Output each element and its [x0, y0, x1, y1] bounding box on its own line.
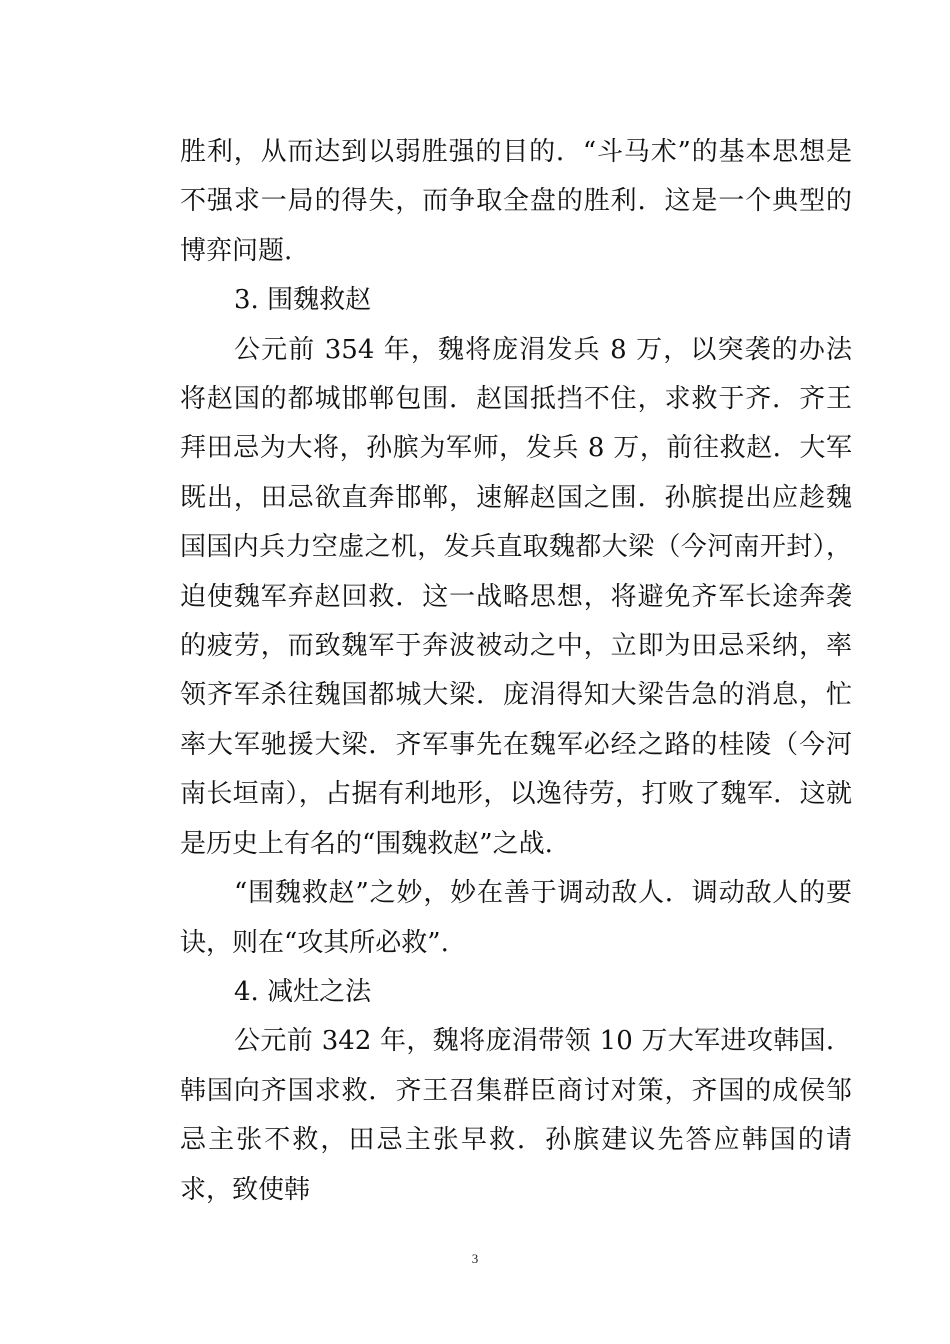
page-number: 3	[471, 1251, 479, 1266]
paragraph-continuation: 胜利，从而达到以弱胜强的目的．“斗马术”的基本思想是不强求一局的得失，而争取全盘的胜利．这是一个典型的博弈问题.	[180, 137, 852, 266]
paragraph-jianzao-story: 公元前 342 年，魏将庞涓带领 10 万大军进攻韩国．韩国向齐国求救．齐王召集群臣商讨对策，齐国的成侯邹忌主张不救，田忌主张早救．孙膑建议先答应韩国的请求，致使韩	[180, 1026, 852, 1205]
section-heading-3: 3. 围魏救赵	[234, 285, 372, 316]
paragraph-weijiuzhao-story: 公元前 354 年，魏将庞涓发兵 8 万，以突袭的办法将赵国的都城邯郸包围．赵国抵挡不住，求救于齐．齐王拜田忌为大将，孙膑为军师，发兵 8 万，前往救赵．大军既出，田忌欲直奔邯郸，速解赵国之围．孙膑提出应趁魏国国内兵力空虚之机，发兵直取魏都大梁（今河南开封），迫使魏军弃赵回救．这一战略思想，将避免齐军长途奔袭的疲劳，而致魏军于奔波被动之中，立即为田忌采纳，率领齐军杀往魏国都城大梁．庞涓得知大梁告急的消息，忙率大军驰援大梁．齐军事先在魏军必经之路的桂陵（今河南长垣南），占据有利地形，以逸待劳，打败了魏军．这就是历史上有名的“围魏救赵”之战.	[180, 334, 852, 859]
section-heading-4: 4. 减灶之法	[234, 976, 372, 1007]
paragraph-weijiuzhao-summary: “围魏救赵”之妙，妙在善于调动敌人．调动敌人的要诀，则在“攻其所必救”.	[180, 878, 852, 958]
body-text	[180, 128, 852, 1215]
